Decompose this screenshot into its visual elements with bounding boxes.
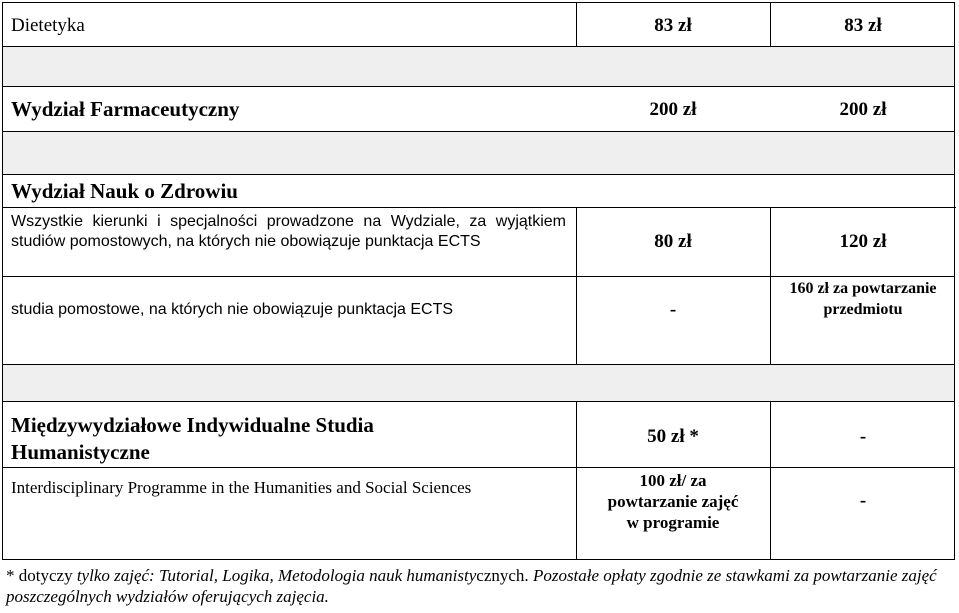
sub1-price-col2: 120 zł (839, 231, 887, 252)
footnote-plain: cznych. (476, 566, 529, 585)
row-sub2: studia pomostowe, na których nie obowiązuje punktacja ECTS (11, 301, 454, 318)
row-name: Wydział Farmaceutyczny (11, 97, 240, 121)
title-price-col2: - (859, 426, 867, 447)
sub2-price-col1: - (669, 299, 677, 320)
table-row-zdrowie (2, 175, 955, 365)
price-col1: 200 zł (649, 99, 697, 120)
footnote (6, 565, 946, 607)
fees-table (2, 2, 955, 560)
sub1-price-col1: 80 zł (654, 231, 692, 252)
price-col2: 200 zł (839, 99, 887, 120)
footnote-lead: * dotyczy (6, 566, 77, 585)
row-sub1: Wszystkie kierunki i specjalności prowadzone na Wydziale, za wyjątkiem studiów pomostowych, na których nie obowiązuje punktacja ECTS (11, 213, 566, 250)
table-row-humanistyczne (2, 402, 955, 560)
section-title: Międzywydziałowe Indywidualne Studia Humanistyczne (11, 413, 374, 464)
footnote-italic1: tylko zajęć: Tutorial, Logika, Metodologia nauk humanisty (76, 566, 477, 585)
separator-row (2, 47, 955, 87)
separator-row (2, 132, 955, 175)
separator-row (2, 365, 955, 402)
footnote-italic2: Pozostałe opłaty zgodnie ze stawkami za powtarzanie zajęć poszczególnych wydziałów oferujących zajęcia. (6, 566, 937, 606)
sub-price-col1: 100 zł/ za powtarzanie zajęć w programie (607, 471, 739, 532)
price-col1: 83 zł (654, 15, 692, 36)
row-sub: Interdisciplinary Programme in the Humanities and Social Sciences (11, 478, 472, 497)
table-row-farmacja (2, 87, 955, 132)
sub-price-col2: - (859, 490, 867, 511)
price-col2: 83 zł (844, 15, 882, 36)
title-price-col1: 50 zł * (647, 426, 699, 447)
section-title: Wydział Nauk o Zdrowiu (11, 179, 238, 203)
row-name: Dietetyka (11, 15, 85, 36)
sub2-price-col2: 160 zł za powtarzanie przedmiotu (789, 280, 937, 318)
table-row-dietetyka (2, 2, 955, 47)
